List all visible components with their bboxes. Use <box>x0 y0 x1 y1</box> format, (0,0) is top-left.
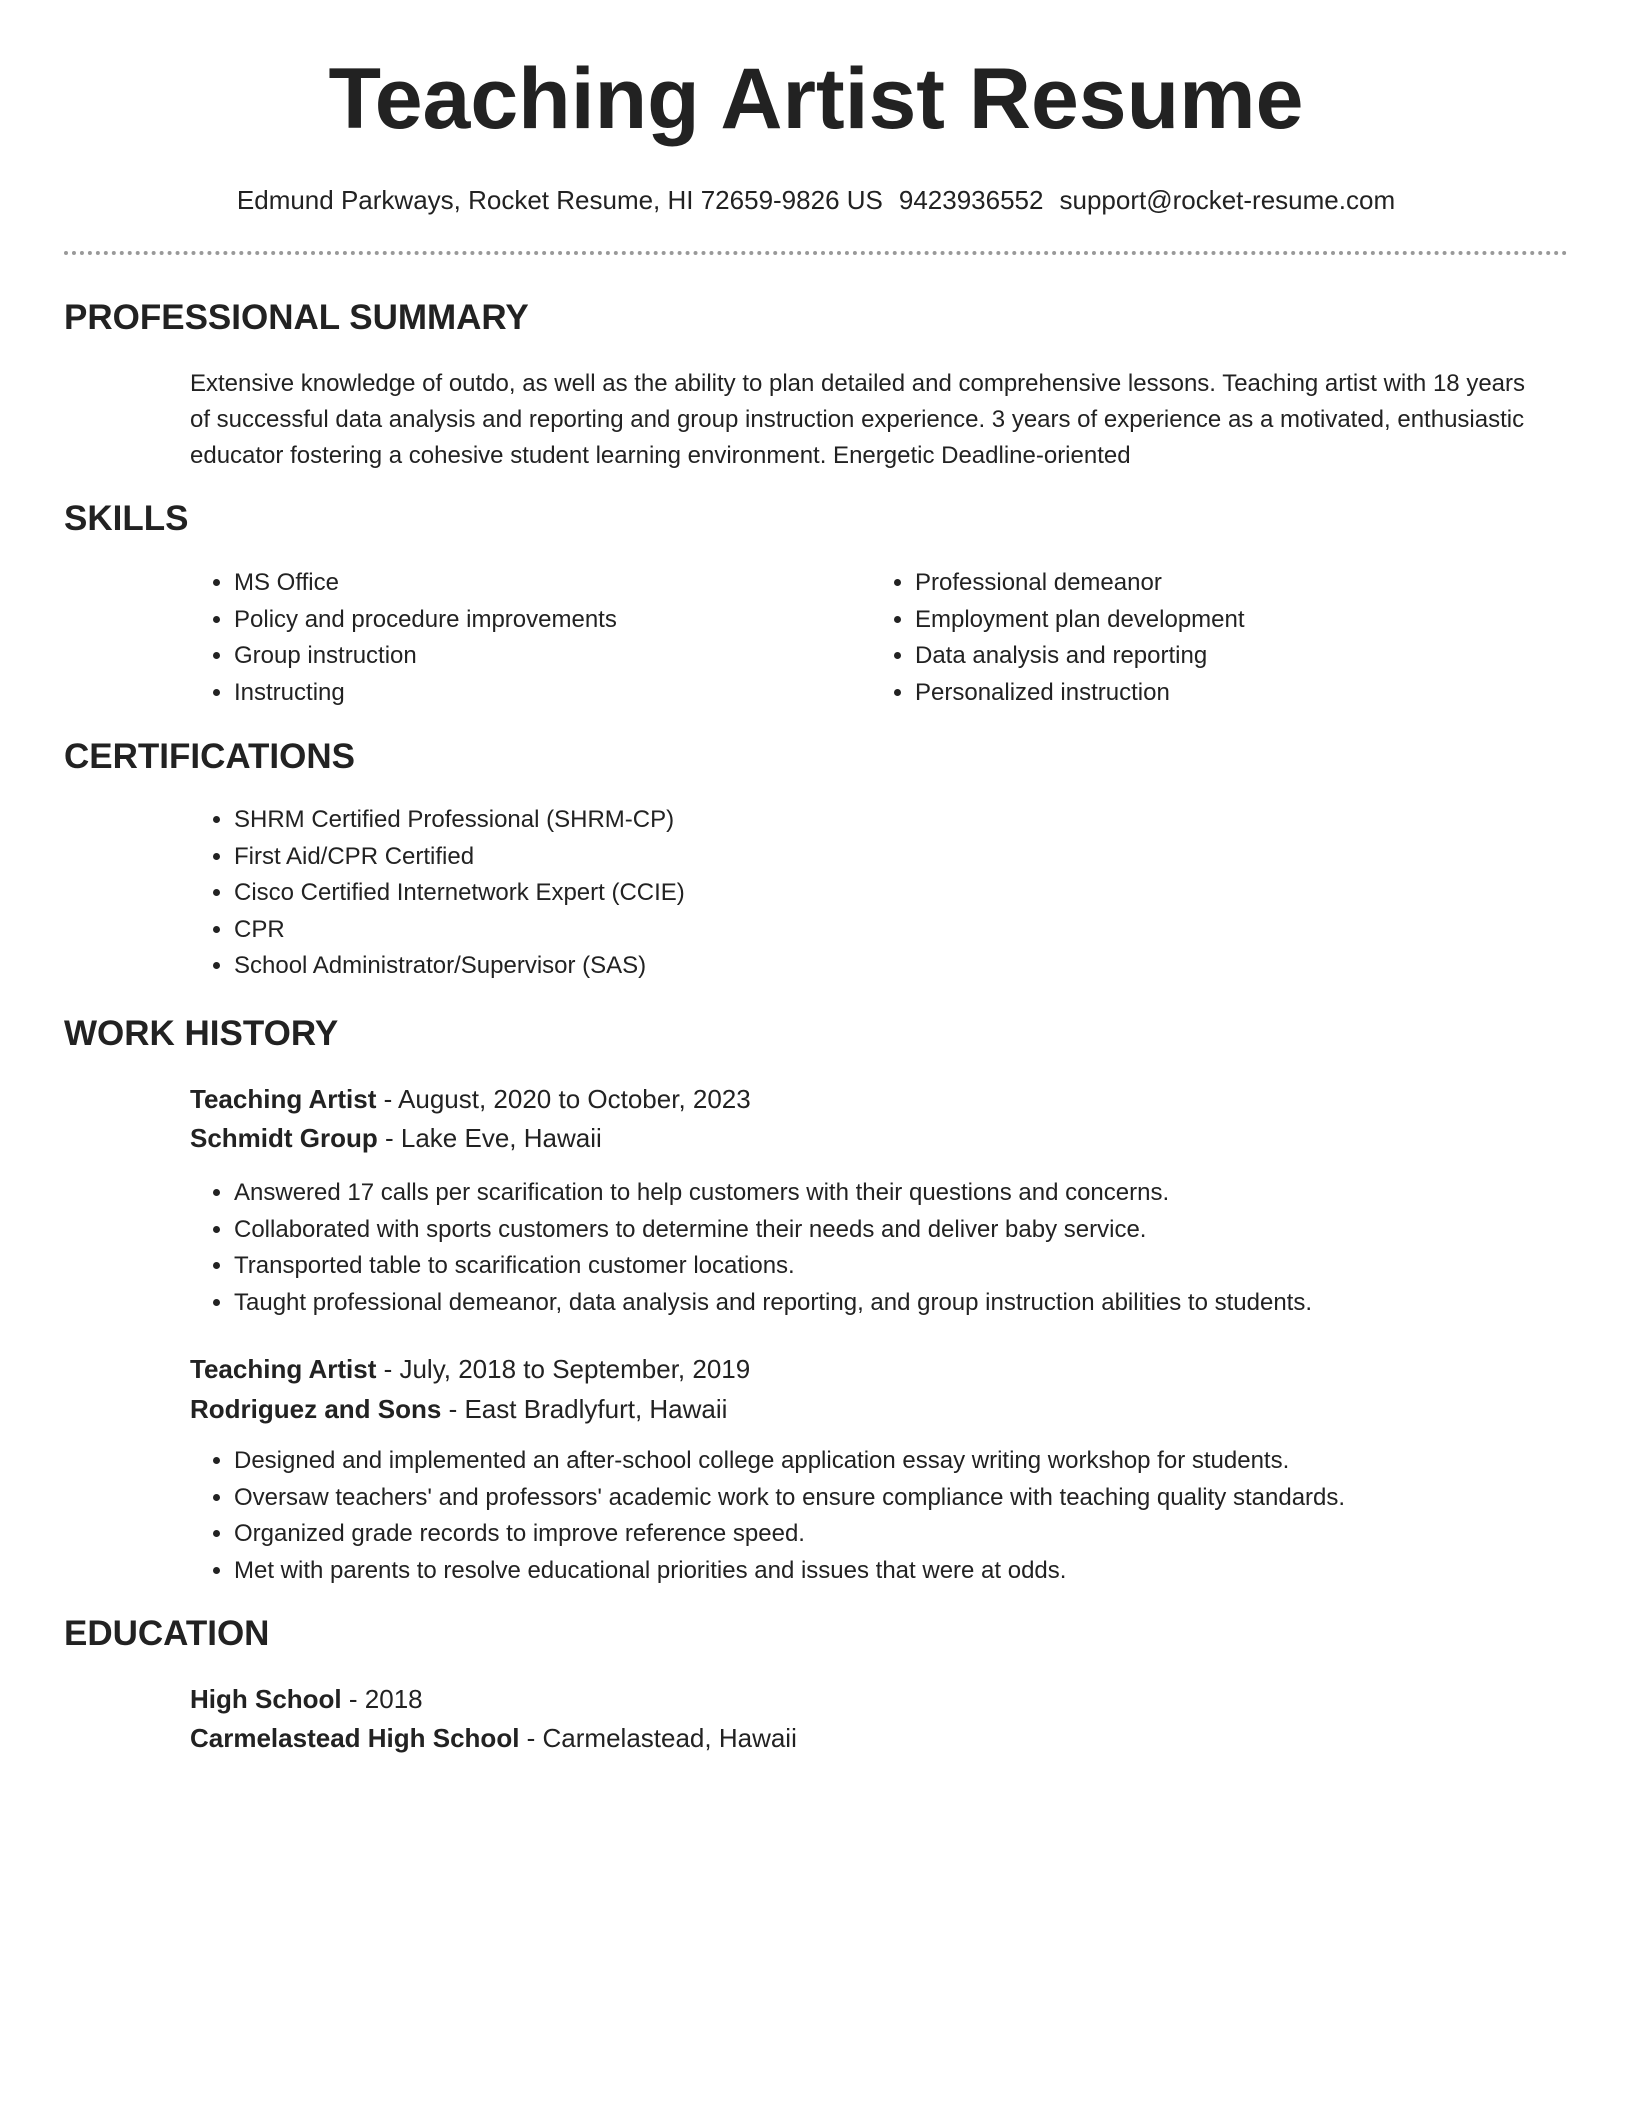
skill-item: • Group instruction <box>234 638 854 675</box>
education-heading: EDUCATION <box>64 1614 270 1653</box>
job-title-line <box>190 1080 751 1118</box>
certifications-list <box>190 802 1534 985</box>
job-bullet: • Oversaw teachers' and professors' academic work to ensure compliance with teaching quality standards. <box>234 1480 1614 1517</box>
skills-list-left <box>190 565 854 711</box>
education-school: Carmelastead High School <box>190 1723 520 1753</box>
summary-heading: PROFESSIONAL SUMMARY <box>64 298 529 337</box>
summary-text: Extensive knowledge of outdo, as well as the ability to plan detailed and comprehensive lessons. Teaching artist with 18 years of successful data analysis and reporting and group instruction experience. 3 years of experience as a motivated, enthusiastic educator fostering a cohesive student learning environment. Energetic Deadline-oriented <box>190 370 1525 469</box>
job-bullet: • Organized grade records to improve reference speed. <box>234 1516 1614 1553</box>
certification-item: • CPR <box>234 912 1534 949</box>
contact-phone: 9423936552 <box>898 185 1044 215</box>
job-bullet: • Answered 17 calls per scarification to help customers with their questions and concerns. <box>234 1175 1614 1212</box>
job-company: Rodriguez and Sons <box>190 1394 442 1424</box>
contact-line <box>0 182 1632 218</box>
job-bullets <box>190 1443 1614 1589</box>
skill-item: • Data analysis and reporting <box>915 638 1535 675</box>
job-bullet: • Transported table to scarification customer locations. <box>234 1248 1614 1285</box>
job-bullet: • Met with parents to resolve educational priorities and issues that were at odds. <box>234 1553 1614 1590</box>
skill-item: • MS Office <box>234 565 854 602</box>
job-bullet: • Collaborated with sports customers to determine their needs and deliver baby service. <box>234 1212 1614 1249</box>
skill-item: • Policy and procedure improvements <box>234 602 854 639</box>
certifications-heading: CERTIFICATIONS <box>64 737 356 776</box>
job-title: Teaching Artist <box>190 1354 377 1384</box>
resume-title: Teaching Artist Resume <box>328 51 1304 147</box>
job-title: Teaching Artist <box>190 1084 377 1114</box>
skill-item: • Employment plan development <box>915 602 1535 639</box>
skills-heading: SKILLS <box>64 499 189 538</box>
job-bullets <box>190 1175 1614 1321</box>
header-divider <box>64 251 1568 255</box>
job-company: Schmidt Group <box>190 1123 378 1153</box>
job-title-line <box>190 1350 750 1388</box>
certification-item: • SHRM Certified Professional (SHRM-CP) <box>234 802 1534 839</box>
job-company-line <box>190 1119 602 1157</box>
contact-address: Edmund Parkways, Rocket Resume, HI 72659-9826 US <box>236 185 883 215</box>
certification-item: • School Administrator/Supervisor (SAS) <box>234 948 1534 985</box>
certification-item: • Cisco Certified Internetwork Expert (CCIE) <box>234 875 1534 912</box>
skill-item: • Professional demeanor <box>915 565 1535 602</box>
skill-item: • Personalized instruction <box>915 675 1535 712</box>
job-bullet: • Taught professional demeanor, data analysis and reporting, and group instruction abilities to students. <box>234 1285 1614 1322</box>
education-degree: High School <box>190 1684 342 1714</box>
job-dates: - August, 2020 to October, 2023 <box>376 1084 751 1114</box>
certification-item: • First Aid/CPR Certified <box>234 839 1534 876</box>
job-company-line <box>190 1390 727 1428</box>
job-dates: - July, 2018 to September, 2019 <box>376 1354 751 1384</box>
work-heading: WORK HISTORY <box>64 1014 339 1053</box>
contact-email: support@rocket-resume.com <box>1059 185 1396 215</box>
job-location: - East Bradlyfurt, Hawaii <box>441 1394 728 1424</box>
education-school-line <box>190 1719 797 1757</box>
education-location: - Carmelastead, Hawaii <box>519 1723 797 1753</box>
job-bullet: • Designed and implemented an after-school college application essay writing workshop for students. <box>234 1443 1614 1480</box>
job-location: - Lake Eve, Hawaii <box>377 1123 602 1153</box>
education-degree-line <box>190 1680 423 1718</box>
skills-list-right <box>871 565 1535 711</box>
skill-item: • Instructing <box>234 675 854 712</box>
education-year: - 2018 <box>341 1684 423 1714</box>
